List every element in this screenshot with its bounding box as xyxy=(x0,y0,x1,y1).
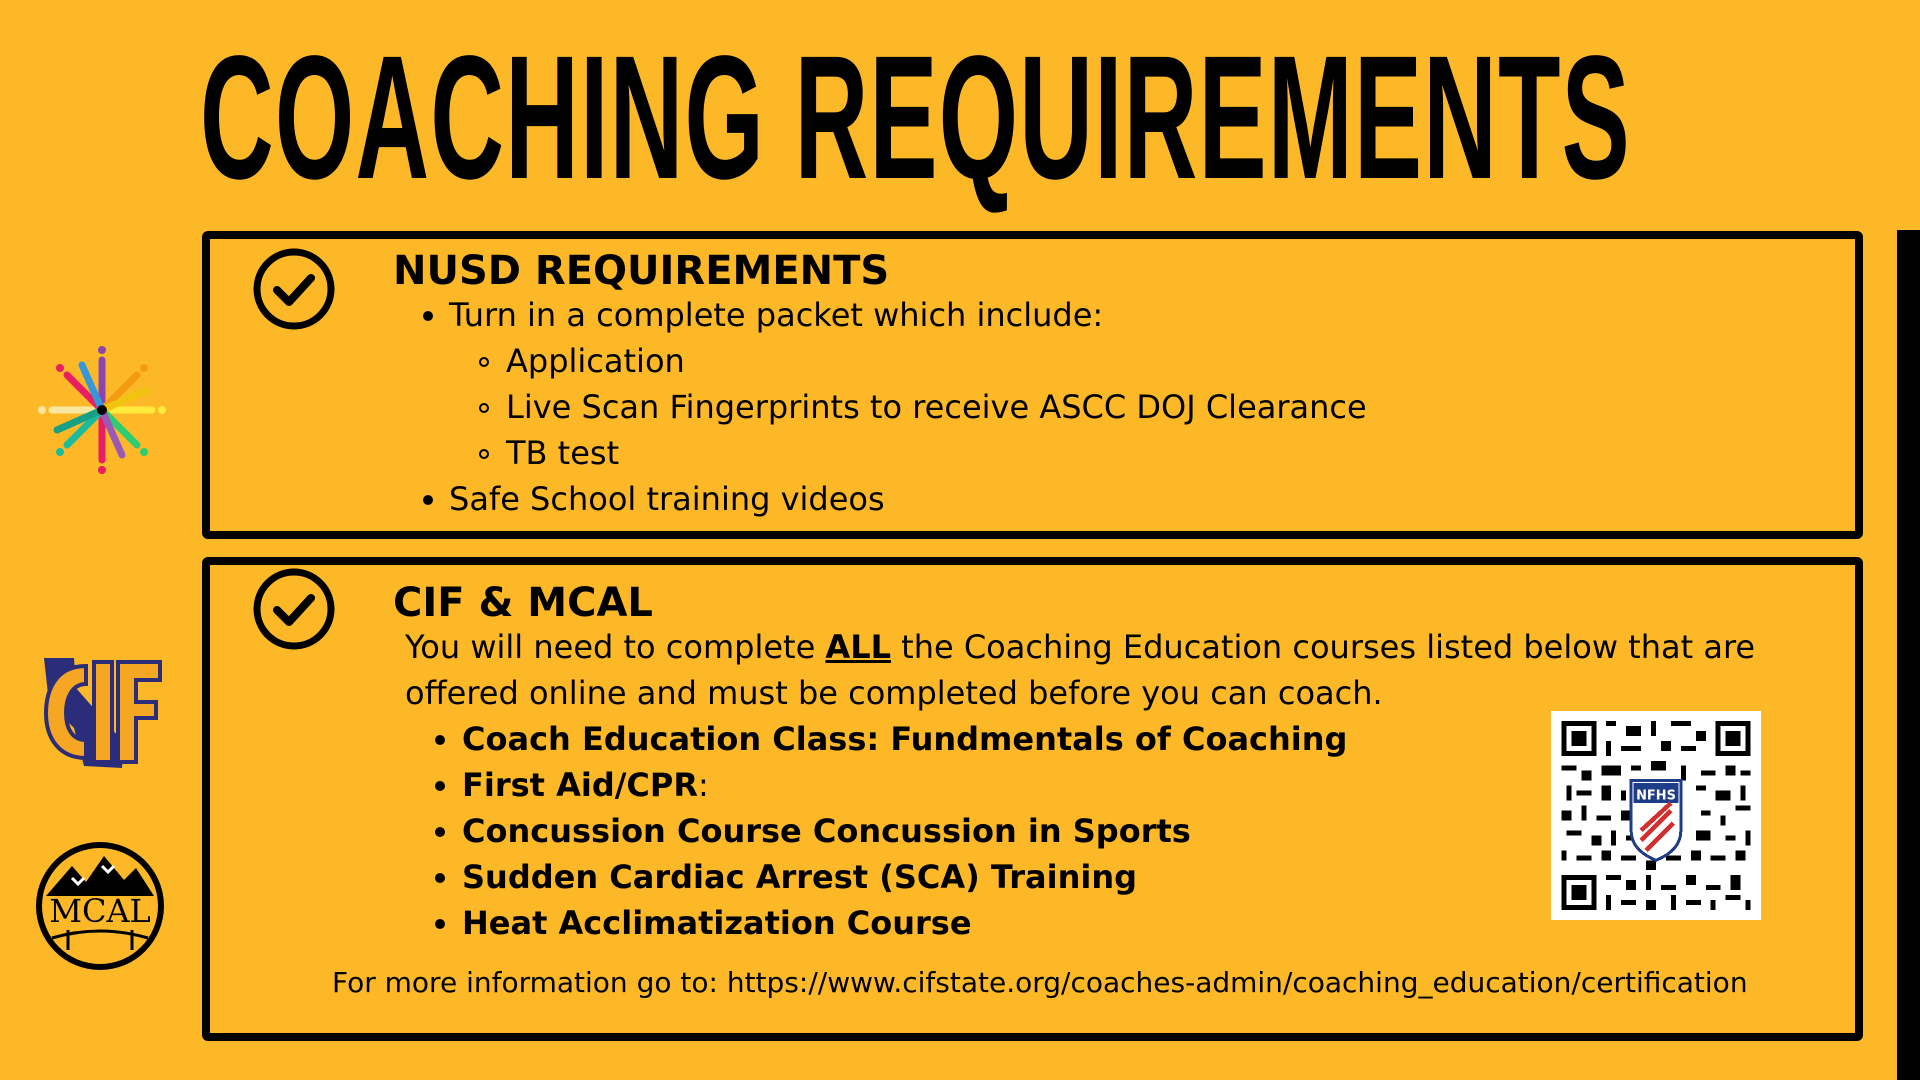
course-item: Sudden Cardiac Arrest (SCA) Training xyxy=(462,858,1137,896)
nusd-sub-livescan: Live Scan Fingerprints to receive ASCC DOJ Clearance xyxy=(506,388,1367,426)
qr-code[interactable] xyxy=(1551,711,1761,920)
course-item: Heat Acclimatization Course xyxy=(462,904,972,942)
right-edge-bar xyxy=(1897,230,1920,1080)
svg-text:MCAL: MCAL xyxy=(49,892,151,930)
mcal-logo xyxy=(32,838,168,974)
more-info-link[interactable]: For more information go to: https://www.cifstate.org/coaches-admin/coaching_education/certification xyxy=(332,966,1748,999)
cif-intro-line1: You will need to complete ALL the Coaching Education courses listed below that are xyxy=(405,628,1756,666)
svg-text:NFHS: NFHS xyxy=(1636,788,1676,804)
starburst-logo xyxy=(32,340,172,480)
nusd-sub-application: Application xyxy=(506,342,685,380)
all-emphasis: ALL xyxy=(825,628,891,666)
cif-logo xyxy=(34,648,170,778)
page-title: COACHING REQUIREMENTS xyxy=(200,20,1631,216)
course-item: First Aid/CPR: xyxy=(462,766,709,804)
bullet-dot xyxy=(423,311,433,321)
sub-bullet-ring xyxy=(479,449,489,459)
bullet-dot xyxy=(435,735,445,745)
check-circle-icon xyxy=(253,248,335,330)
sub-bullet-ring xyxy=(479,357,489,367)
course-item: Coach Education Class: Fundmentals of Coaching xyxy=(462,720,1348,758)
bullet-dot xyxy=(435,873,445,883)
sub-bullet-ring xyxy=(479,403,489,413)
course-item: Concussion Course Concussion in Sports xyxy=(462,812,1191,850)
bullet-dot xyxy=(435,919,445,929)
bullet-dot xyxy=(435,827,445,837)
cif-intro-line2: offered online and must be completed before you can coach. xyxy=(405,674,1383,712)
nusd-sub-tb-test: TB test xyxy=(506,434,620,472)
cif-heading: CIF & MCAL xyxy=(393,580,653,626)
nusd-bullet-safe-school: Safe School training videos xyxy=(449,480,885,518)
bullet-dot xyxy=(423,495,433,505)
check-circle-icon xyxy=(253,568,335,650)
bullet-dot xyxy=(435,781,445,791)
nusd-heading: NUSD REQUIREMENTS xyxy=(393,248,890,294)
nusd-bullet-packet: Turn in a complete packet which include: xyxy=(449,296,1104,334)
